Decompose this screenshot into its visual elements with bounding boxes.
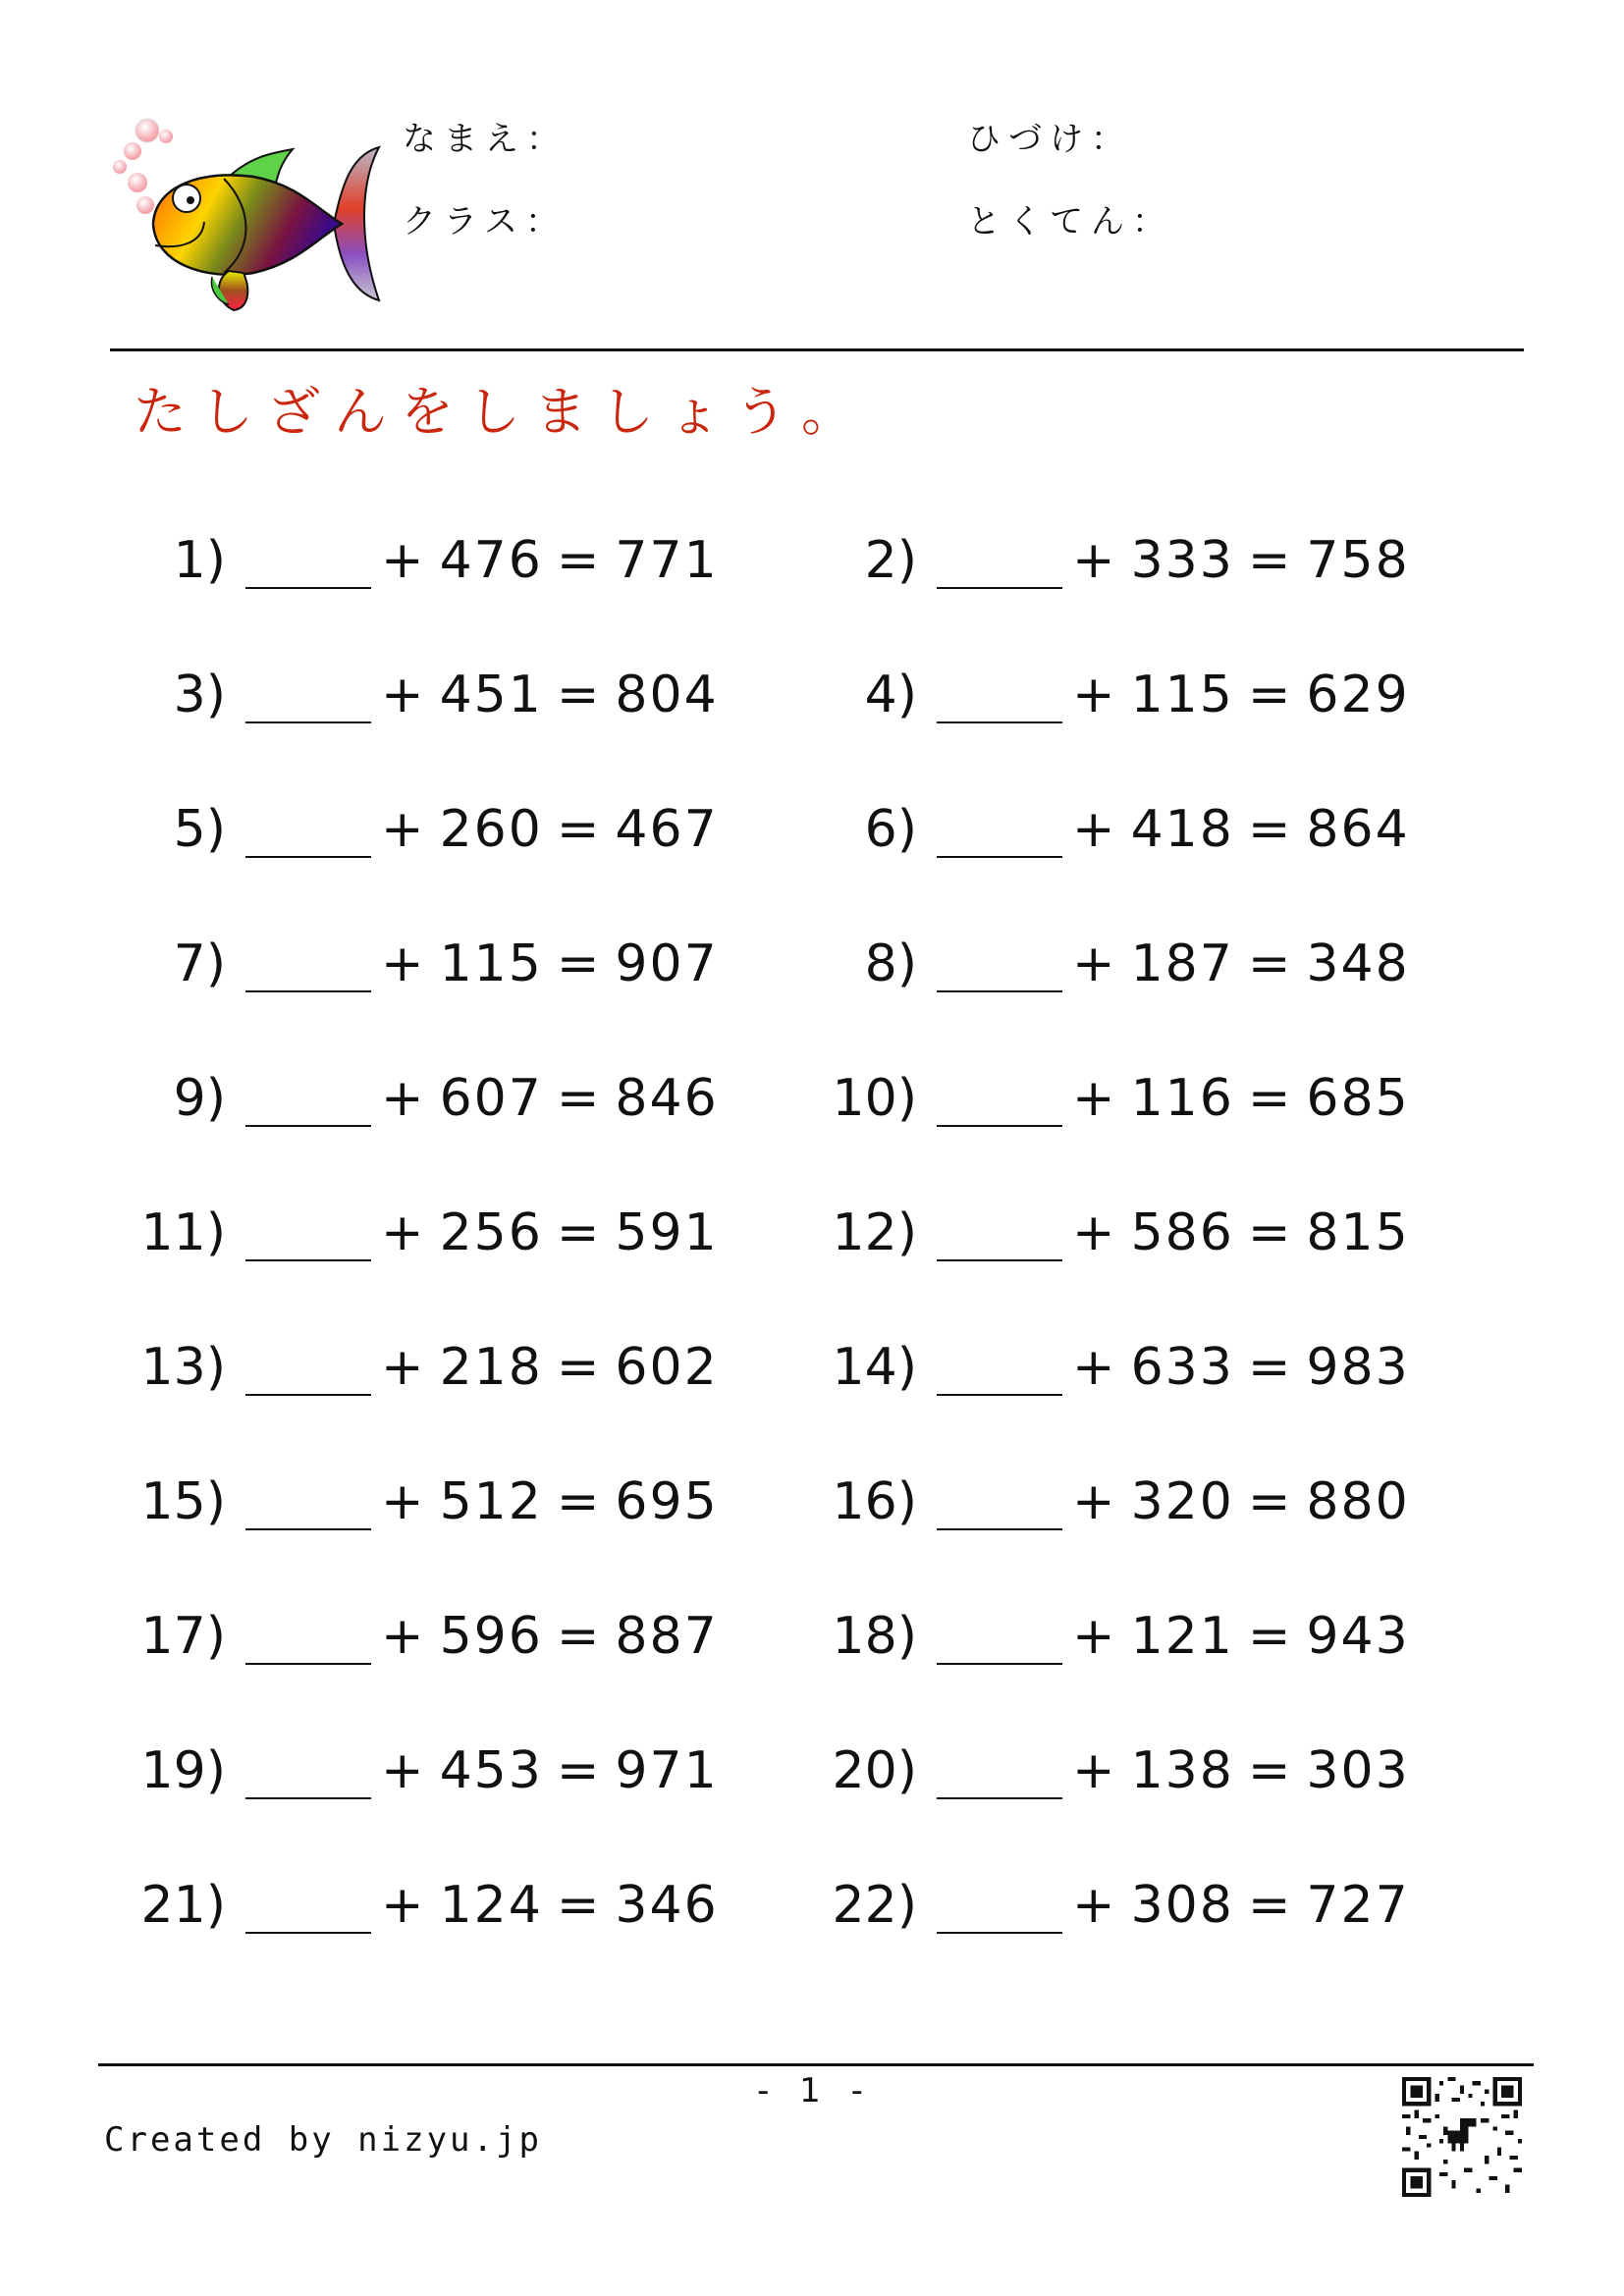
plus-sign: + [381,934,426,993]
equation [1072,1861,1424,1949]
problem-number: 16) [832,1472,917,1531]
plus-sign: + [1072,1741,1117,1800]
equation [381,1323,732,1412]
equals-sign: = [556,800,602,859]
problem-item [0,1592,719,1681]
addend: 451 [439,666,543,724]
equation [381,1592,732,1681]
plus-sign: + [381,1472,426,1531]
answer-blank[interactable] [937,721,1062,723]
equals-sign: = [1247,800,1293,859]
addend: 116 [1130,1069,1234,1128]
equation [381,651,732,739]
equation [381,1189,732,1277]
problem-item [691,1861,1410,1949]
equals-sign: = [1247,1741,1293,1800]
addend: 308 [1130,1876,1234,1935]
equation [1072,920,1424,1008]
sum: 629 [1306,666,1410,724]
sum: 758 [1306,531,1410,590]
sum: 685 [1306,1069,1410,1128]
footer-divider [98,2063,1534,2066]
answer-blank[interactable] [245,990,371,992]
addend: 138 [1130,1741,1234,1800]
equals-sign: = [1247,666,1293,724]
sum: 602 [615,1338,719,1397]
sum: 348 [1306,934,1410,993]
equals-sign: = [556,934,602,993]
problem-item [0,920,719,1008]
equals-sign: = [1247,1203,1293,1262]
answer-blank[interactable] [937,1663,1062,1665]
equals-sign: = [1247,1069,1293,1128]
problem-item [691,1189,1410,1277]
addend: 333 [1130,531,1234,590]
problem-number: 1) [173,531,226,590]
addend: 320 [1130,1472,1234,1531]
addend: 633 [1130,1338,1234,1397]
plus-sign: + [381,666,426,724]
addend: 453 [439,1741,543,1800]
sum: 983 [1306,1338,1410,1397]
equals-sign: = [556,1338,602,1397]
sum: 695 [615,1472,719,1531]
problem-number: 20) [832,1741,917,1800]
problem-number: 2) [864,531,917,590]
answer-blank[interactable] [937,856,1062,858]
problem-number: 22) [832,1876,917,1935]
class-label: クラス： [403,202,567,241]
sum: 591 [615,1203,719,1262]
equation [1072,1592,1424,1681]
problem-item [691,516,1410,605]
addend: 260 [439,800,543,859]
problem-item [691,920,1410,1008]
equation [1072,651,1424,739]
problem-number: 21) [140,1876,226,1935]
answer-blank[interactable] [937,1797,1062,1799]
problem-number: 14) [832,1338,917,1397]
problem-number: 12) [832,1203,917,1262]
equals-sign: = [1247,1472,1293,1531]
sum: 971 [615,1741,719,1800]
problem-number: 17) [140,1607,226,1666]
sum: 907 [615,934,719,993]
equals-sign: = [556,1203,602,1262]
answer-blank[interactable] [245,587,371,589]
problem-item [0,1323,719,1412]
answer-blank[interactable] [245,1528,371,1530]
sum: 467 [615,800,719,859]
plus-sign: + [1072,1203,1117,1262]
equation [381,516,732,605]
plus-sign: + [381,1203,426,1262]
problem-item [691,785,1410,874]
equation [1072,1189,1424,1277]
plus-sign: + [1072,1607,1117,1666]
equals-sign: = [556,1876,602,1935]
equals-sign: = [556,666,602,724]
date-label: ひづけ： [967,120,1132,159]
score-label: とくてん： [967,202,1173,241]
problem-item [691,1323,1410,1412]
problem-number: 4) [864,666,917,724]
plus-sign: + [1072,934,1117,993]
addend: 218 [439,1338,543,1397]
credit-text: Created by nizyu.jp [104,2120,542,2160]
plus-sign: + [381,1741,426,1800]
equals-sign: = [556,1607,602,1666]
addend: 187 [1130,934,1234,993]
answer-blank[interactable] [937,1528,1062,1530]
problem-item [0,651,719,739]
name-label: なまえ： [403,120,568,159]
sum: 880 [1306,1472,1410,1531]
problem-number: 3) [173,666,226,724]
answer-blank[interactable] [937,587,1062,589]
problem-number: 13) [140,1338,226,1397]
answer-blank[interactable] [245,1932,371,1934]
equation [1072,1727,1424,1815]
equals-sign: = [1247,531,1293,590]
sum: 303 [1306,1741,1410,1800]
plus-sign: + [1072,531,1117,590]
addend: 121 [1130,1607,1234,1666]
problem-item [0,1861,719,1949]
problem-item [0,1189,719,1277]
page-number: - 1 - [757,2071,873,2110]
addend: 476 [439,531,543,590]
sum: 815 [1306,1203,1410,1262]
sum: 846 [615,1069,719,1128]
plus-sign: + [1072,666,1117,724]
answer-blank[interactable] [245,1125,371,1127]
problem-number: 11) [140,1203,226,1262]
equals-sign: = [1247,1607,1293,1666]
sum: 727 [1306,1876,1410,1935]
addend: 512 [439,1472,543,1531]
qr-code-icon [1402,2077,1522,2197]
answer-blank[interactable] [937,1394,1062,1396]
problem-item [691,1727,1410,1815]
equation [1072,785,1424,874]
equals-sign: = [556,531,602,590]
problem-item [691,651,1410,739]
problem-item [0,1458,719,1546]
addend: 607 [439,1069,543,1128]
plus-sign: + [1072,800,1117,859]
problem-item [691,1592,1410,1681]
equation [1072,1054,1424,1143]
sum: 346 [615,1876,719,1935]
worksheet-title: たしざんをしましょう。 [134,381,868,443]
problem-number: 19) [140,1741,226,1800]
answer-blank[interactable] [937,1259,1062,1261]
sum: 804 [615,666,719,724]
problem-number: 15) [140,1472,226,1531]
plus-sign: + [1072,1069,1117,1128]
addend: 124 [439,1876,543,1935]
answer-blank[interactable] [245,856,371,858]
addend: 256 [439,1203,543,1262]
equation [381,1458,732,1546]
problem-number: 5) [173,800,226,859]
problem-number: 6) [864,800,917,859]
equation [1072,516,1424,605]
plus-sign: + [1072,1338,1117,1397]
answer-blank[interactable] [245,1797,371,1799]
problem-number: 7) [173,934,226,993]
equals-sign: = [556,1069,602,1128]
sum: 943 [1306,1607,1410,1666]
equation [381,1861,732,1949]
equals-sign: = [1247,1876,1293,1935]
answer-blank[interactable] [937,1932,1062,1934]
equation [1072,1458,1424,1546]
problem-number: 10) [832,1069,917,1128]
problem-item [691,1458,1410,1546]
problem-item [0,1727,719,1815]
plus-sign: + [381,1069,426,1128]
addend: 115 [1130,666,1234,724]
plus-sign: + [381,800,426,859]
equals-sign: = [1247,934,1293,993]
addend: 586 [1130,1203,1234,1262]
plus-sign: + [1072,1472,1117,1531]
problem-number: 9) [173,1069,226,1128]
problem-item [0,516,719,605]
equation [381,1727,732,1815]
equation [381,785,732,874]
plus-sign: + [381,1876,426,1935]
problem-item [0,785,719,874]
problem-number: 18) [832,1607,917,1666]
answer-blank[interactable] [245,1663,371,1665]
answer-blank[interactable] [937,1125,1062,1127]
addend: 115 [439,934,543,993]
plus-sign: + [381,1338,426,1397]
sum: 864 [1306,800,1410,859]
equals-sign: = [556,1472,602,1531]
equation [381,920,732,1008]
plus-sign: + [1072,1876,1117,1935]
sum: 771 [615,531,719,590]
sum: 887 [615,1607,719,1666]
equals-sign: = [1247,1338,1293,1397]
plus-sign: + [381,531,426,590]
equation [1072,1323,1424,1412]
plus-sign: + [381,1607,426,1666]
problem-number: 8) [864,934,917,993]
answer-blank[interactable] [937,990,1062,992]
addend: 418 [1130,800,1234,859]
answer-blank[interactable] [245,1259,371,1261]
answer-blank[interactable] [245,1394,371,1396]
equals-sign: = [556,1741,602,1800]
answer-blank[interactable] [245,721,371,723]
addend: 596 [439,1607,543,1666]
equation [381,1054,732,1143]
problem-item [691,1054,1410,1143]
problem-item [0,1054,719,1143]
